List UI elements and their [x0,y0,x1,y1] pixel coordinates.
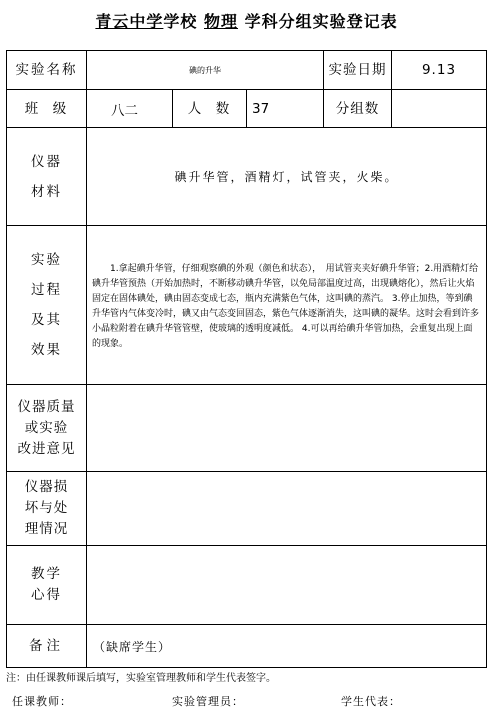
process-label [7,226,86,384]
process-text: 1.拿起碘升华管，仔细观察碘的外观（颜色和状态）， 用试管夹夹好碘升华管；2.用酒精灯给碘升华管预热（开始加热时，不断移动碘升华管，以免局部温度过高，出现碘熔化），然后让火焰固定在固体碘处，碘由固态变成七态，瓶内充满紫色气体，这叫碘的蒸汽。 3.停止加热，等到碘升华管内气体变冷时，碘又由气态变回固态，紫色气体逐渐消失，这叫碘的凝华。这时会看到许多小晶粒附着在碘升华管管壁，使玻璃的透明度减低。 4.可以再给碘升华管加热，会重复出现上面的现象。 [92,264,480,349]
title-suffix: 学科分组实验登记表 [244,12,398,31]
experiment-name-label: 实验名称 [15,62,78,78]
process-label-line1: 实验 [31,252,62,268]
process-label-line2: 过程 [31,282,62,298]
damage-label-line3: 理情况 [24,521,69,537]
group-count-value [392,90,486,127]
materials-label [7,128,86,225]
materials-label-line1: 仪器 [31,153,62,170]
subject-name: 物理 [204,12,239,31]
student-count-label: 人 数 [187,100,232,117]
experiment-name-value: 碘的升华 [189,65,221,75]
damage-label [7,472,86,545]
materials-value: 碘升华管，酒精灯，试管夹，火柴。 [174,170,399,184]
experiment-date-label: 实验日期 [328,62,387,78]
materials-label-line2: 材料 [31,183,62,200]
school-suffix: 学校 [163,12,198,31]
process-label-line4: 效果 [31,342,62,358]
quality-label-line2: 或实验 [24,419,69,436]
reflection-label [7,546,86,624]
class-label: 班 级 [24,100,69,117]
damage-value [87,472,486,545]
lab-manager-signature-label: 实验管理员： [172,695,244,708]
form-title [0,9,493,32]
remarks-value: （缺席学生） [93,639,172,654]
quality-value [87,385,486,471]
quality-label-line3: 改进意见 [17,440,76,457]
student-count-value: 37 [252,100,270,117]
student-rep-signature-label: 学生代表： [341,695,401,708]
reflection-value [87,546,486,624]
reflection-label-line1: 教学 [31,566,62,582]
process-label-line3: 及其 [31,312,62,328]
quality-label-line1: 仪器质量 [17,398,76,415]
class-value: 八二 [111,102,138,119]
group-count-label: 分组数 [335,100,380,117]
reflection-label-line2: 心得 [31,587,62,603]
damage-label-line1: 仪器损 [24,479,69,495]
footnote: 注：由任课教师课后填写，实验室管理教师和学生代表签字。 [6,673,276,684]
school-name: 青云中学 [95,12,164,31]
teacher-signature-label: 任课教师： [12,695,72,708]
damage-label-line2: 坏与处 [24,500,69,516]
quality-label [7,385,86,471]
experiment-date-value: 9.13 [421,62,457,78]
remarks-label: 备注 [29,638,64,654]
